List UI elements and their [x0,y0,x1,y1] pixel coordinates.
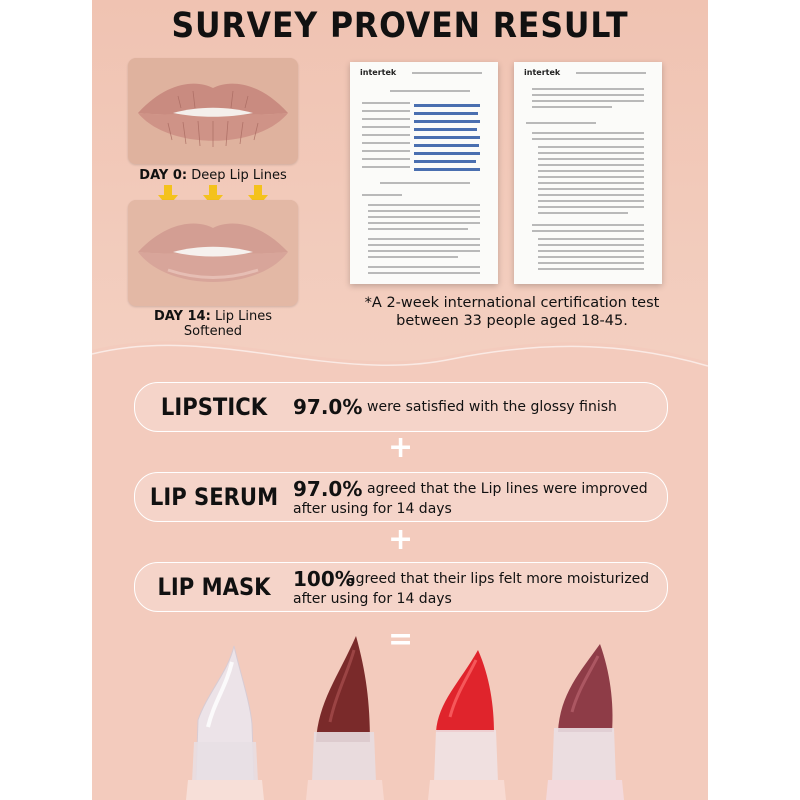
plus-symbol: + [388,522,414,557]
result-text: were satisfied with the glossy finish [367,399,617,415]
result-text-line2: after using for 14 days [293,591,452,607]
product-name: LIP SERUM [149,483,279,511]
certification-document-2 [514,62,662,284]
lipstick-result [134,382,668,432]
brown-lipstick-image [288,632,398,800]
result-percent: 97.0% [293,395,363,419]
result-text: agreed that the Lip lines were improved [367,481,648,497]
result-text-line2: after using for 14 days [293,501,452,517]
product-name: LIPSTICK [160,393,268,421]
survey-poster [92,0,708,800]
day14-lip-photo [128,200,298,306]
footnote-line-1: *A 2-week international certification test [364,295,660,311]
result-percent: 100% [293,567,355,591]
certification-document-1 [350,62,498,284]
certification-footnote [342,294,682,330]
intertek-logo: intertek [524,68,561,77]
page-title: SURVEY PROVEN RESULT [171,6,629,46]
footnote-line-2: between 33 people aged 18-45. [396,313,628,329]
berry-lipstick-image [528,632,638,800]
result-percent: 97.0% [293,477,363,501]
lip-serum-result [134,472,668,522]
day0-day: DAY 0: [139,168,188,183]
product-name: LIP MASK [157,573,271,601]
left-margin [0,0,92,800]
day0-label [128,168,298,183]
clear-lipstick-image [168,632,278,800]
result-text: agreed that their lips felt more moisturized [347,571,650,587]
right-margin [708,0,800,800]
day14-caption: Lip Lines Softened [183,309,273,339]
day0-caption: Deep Lip Lines [191,168,287,183]
day0-lip-photo [128,58,298,164]
intertek-logo: intertek [360,68,397,77]
red-lipstick-image [410,632,520,800]
plus-symbol: + [388,430,414,465]
equals-symbol: = [388,622,414,657]
lip-mask-result [134,562,668,612]
day14-day: DAY 14: [153,309,211,324]
day14-label [128,309,298,339]
